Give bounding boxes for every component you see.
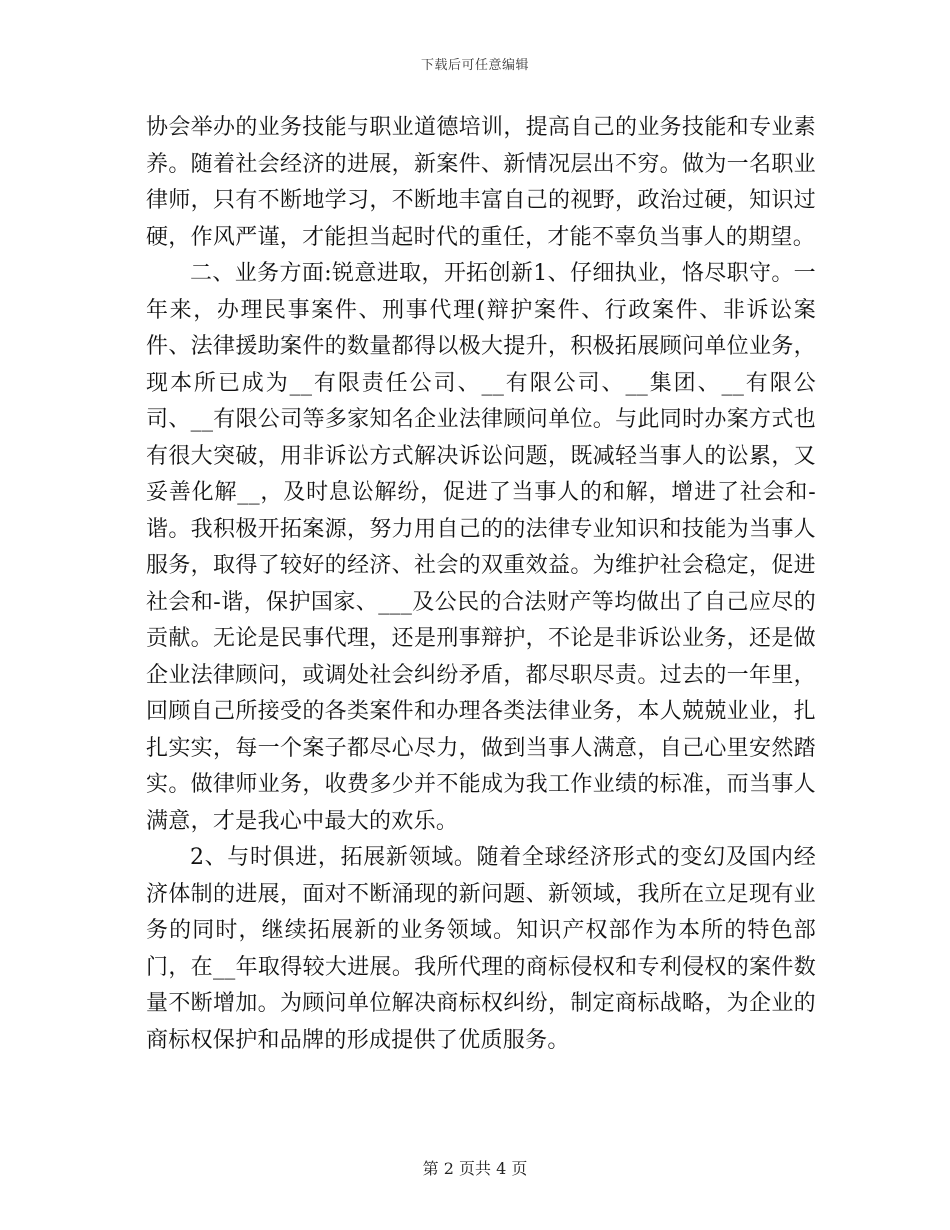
document-body (146, 110, 816, 1059)
paragraph-business-section: 二、业务方面:锐意进取，开拓创新1、仔细执业，恪尽职守。一年来，办理民事案件、刑事代理(辩护案件、行政案件、非诉讼案件、法律援助案件的数量都得以极大提升，积极拓展顾问单位业务，现本所已成为__有限责任公司、__有限公司、__集团、__有限公司、__有限公司等多家知名企业法律顾问单位。与此同时办案方式也有很大突破，用非诉讼方式解决诉讼问题，既减轻当事人的讼累，又妥善化解__，及时息讼解纷，促进了当事人的和解，增进了社会和-谐。我积极开拓案源，努力用自己的的法律专业知识和技能为当事人服务，取得了较好的经济、社会的双重效益。为维护社会稳定，促进社会和-谐，保护国家、___及公民的合法财产等均做出了自己应尽的贡献。无论是民事代理，还是刑事辩护，不论是非诉讼业务，还是做企业法律顾问，或调处社会纠纷矛盾，都尽职尽责。过去的一年里，回顾自己所接受的各类案件和办理各类法律业务，本人兢兢业业，扎扎实实，每一个案子都尽心尽力，做到当事人满意，自己心里安然踏实。做律师业务，收费多少并不能成为我工作业绩的标准，而当事人满意，才是我心中最大的欢乐。 (146, 261, 816, 834)
paragraph-continuation: 协会举办的业务技能与职业道德培训，提高自己的业务技能和专业素养。随着社会经济的进展，新案件、新情况层出不穷。做为一名职业律师，只有不断地学习，不断地丰富自己的视野，政治过硬，知识过硬，作风严谨，才能担当起时代的重任，才能不辜负当事人的期望。 (146, 115, 816, 250)
page-header: 下载后可任意编辑 (420, 58, 529, 73)
page-number-footer: 第 2 页共 4 页 (422, 1159, 528, 1178)
paragraph-new-fields: 2、与时俱进，拓展新领域。随着全球经济形式的变幻及国内经济体制的进展，面对不断涌现的新问题、新领域，我所在立足现有业务的同时，继续拓展新的业务领域。知识产权部作为本所的特色部门，在__年取得较大进展。我所代理的商标侵权和专利侵权的案件数量不断增加。为顾问单位解决商标权纠纷，制定商标战略，为企业的商标权保护和品牌的形成提供了优质服务。 (146, 845, 816, 1053)
